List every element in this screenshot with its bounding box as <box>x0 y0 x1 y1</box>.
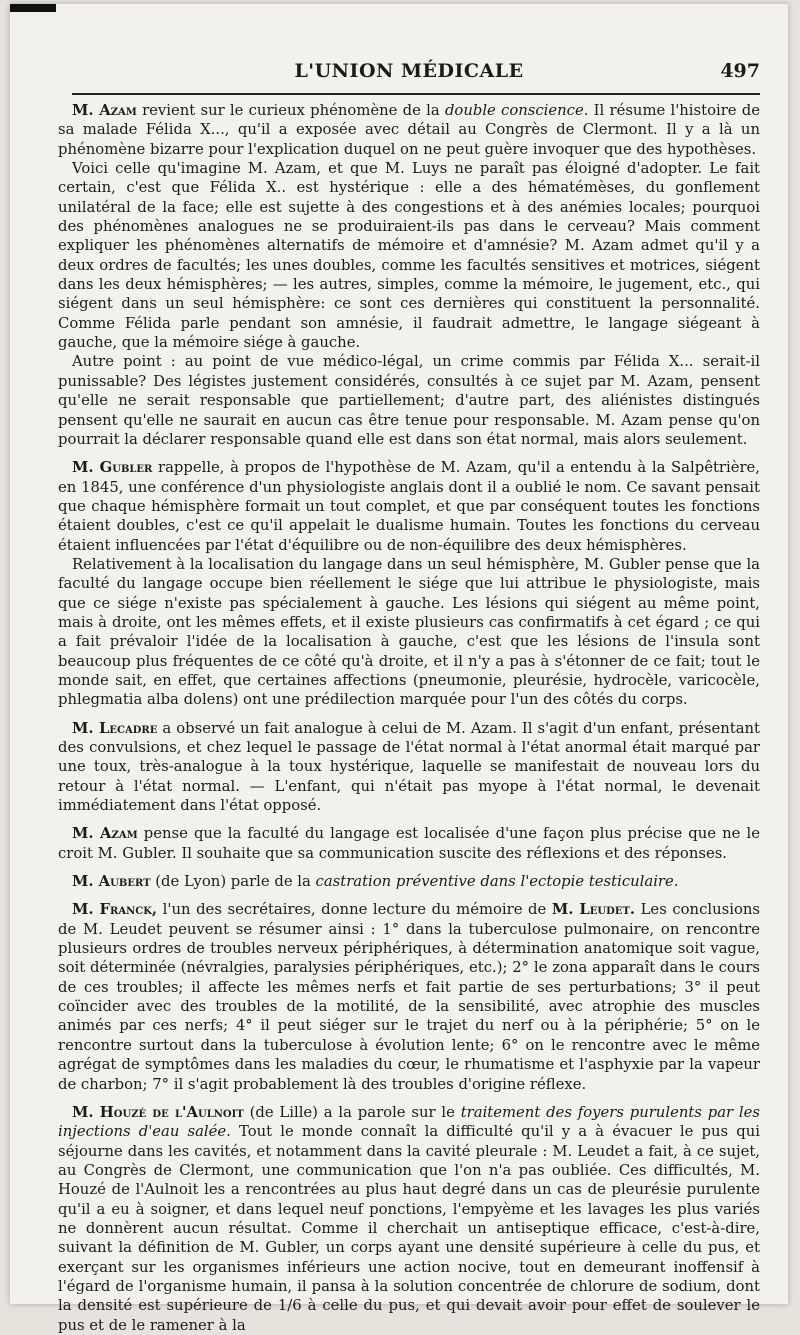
paragraph <box>58 719 760 816</box>
paragraph <box>58 352 760 449</box>
paragraph <box>58 872 760 891</box>
speaker-name: M. Leudet. <box>551 901 636 919</box>
paragraph <box>58 1103 760 1335</box>
emphasis-text: castration préventive dans l'ectopie testiculaire. <box>315 873 679 891</box>
paragraph-text: Autre point : au point de vue médico-légal, un crime commis par Félida X... serait-il punissable? Des légistes justement considérés, consultés à ce sujet par M. Azam, pensent qu'elle ne serait responsable que partiellement; d'autre part, des aliénistes distingués pensent qu'elle ne saurait en aucun cas être tenue pour responsable. M. Azam pense qu'on pourrait la déclarer responsable quand elle est dans son état normal, mais alors seulement. <box>58 353 760 448</box>
paragraph <box>58 159 760 352</box>
header-rule <box>72 93 760 95</box>
emphasis-text: traitement des foyers purulents par les injections d'eau salée. <box>58 1103 760 1141</box>
journal-title: L'UNION MÉDICALE <box>294 60 524 82</box>
paragraph-text: l'un des secrétaires, donne lecture du mémoire de <box>157 901 552 919</box>
speaker-name: M. Aubert <box>72 873 151 891</box>
paragraph-text: pense que la faculté du langage est localisée d'une façon plus précise que ne le croit M. Gubler. Il souhaite que sa communication suscite des réflexions et des réponses. <box>58 825 760 862</box>
page-header <box>58 60 760 94</box>
speaker-name: M. Franck, <box>72 901 158 919</box>
paragraph <box>58 555 760 710</box>
paragraph-text: Voici celle qu'imagine M. Azam, et que M. Luys ne paraît pas éloigné d'adopter. Le fait certain, c'est que Félida X.. est hystérique : elle a des hématémèses, du gonflement unilatéral de la face; elle est sujette à des congestions et à des anémies locales; pourquoi des phénomènes analogues ne se produiraient-ils pas dans le cerveau? Mais comment expliquer les phénomènes alternatifs de mémoire et d'amnésie? M. Azam admet qu'il y a deux ordres de facultés; les unes doubles, comme les facultés sensitives et motrices, siégent dans les deux hémisphères; — les autres, simples, comme la mémoire, le jugement, etc., qui siégent dans un seul hémisphère: ce sont ces dernières qui constituent la personnalité. Comme Félida parle pendant son amnésie, il faudrait admettre, le langage siégeant à gauche, que la mémoire siége à gauche. <box>58 160 760 352</box>
emphasis-text: double conscience. <box>444 102 589 119</box>
page-number: 497 <box>720 60 760 82</box>
article-body <box>58 101 761 1334</box>
speaker-name: M. Lecadre <box>72 719 158 737</box>
paragraph <box>58 900 760 1093</box>
speaker-name: M. Azam <box>72 102 137 119</box>
paragraph-text: Relativement à la localisation du langage dans un seul hémisphère, M. Gubler pense que la faculté du langage occupe bien réellement le siége que lui attribue le physiologiste, mais que ce siége n'existe pas spécialement à gauche. Les lésions qui siégent au même point, mais à droite, ont les mêmes effets, et il existe plusieurs cas confirmatifs à cet égard ; ce qui a fait prévaloir l'idée de la localisation à gauche, c'est que les lésions de l'insula sont beaucoup plus fréquentes de ce côté qu'à droite, et il n'y a pas à s'étonner de ce fait; tout le monde sait, en effet, que certaines affections (pneumonie, pleurésie, hydrocèle, varicocèle, phlegmatia alba dolens) ont une prédilection marquée pour l'un des côtés du corps. <box>58 555 760 709</box>
paragraph <box>58 458 760 555</box>
document-page <box>10 4 788 1334</box>
paragraph <box>58 101 760 159</box>
page-corner-mark <box>10 4 56 12</box>
paragraph-text: revient sur le curieux phénomène de la <box>136 102 445 119</box>
paragraph-text: Il résume l'histoire de sa malade Félida X..., qu'il a exposée avec détail au Congrès de Clermont. Il y a là un phénomène bizarre pour l'explication duquel on ne peut guère invoquer que des hypothèses. <box>58 102 761 158</box>
paragraph <box>58 824 760 863</box>
paragraph-text: (de Lille) a la parole sur le <box>243 1103 461 1121</box>
paragraph-text: (de Lyon) parle de la <box>150 873 316 891</box>
paragraph-text: Tout le monde connaît la difficulté qu'il y a à évacuer le pus qui séjourne dans les cavités, et notamment dans la cavité pleurale : M. Leudet a fait, à ce sujet, au Congrès de Clermont, une communication que l'on n'a pas oubliée. Ces difficultés, M. Houzé de l'Aulnoit les a rencontrées au plus haut degré dans un cas de pleurésie purulente qu'il a eu à soigner, et dans lequel neuf ponctions, l'empyème et les lavages les plus variés ne donnèrent aucun résultat. Comme il cherchait un antiseptique efficace, c'est-à-dire, suivant la définition de M. Gubler, un corps ayant une densité supérieure à celle du pus, et exerçant sur les organismes inférieurs une action nocive, tout en demeurant inoffensif à l'égard de l'organisme humain, il pansa à la solution concentrée de chlorure de sodium, dont la densité est supérieure de 1/6 à celle du pus, et qui devait avoir pour effet de soulever le pus et de le ramener à la <box>58 1123 760 1334</box>
paragraph-text: rappelle, à propos de l'hypothèse de M. Azam, qu'il a entendu à la Salpêtrière, en 1845, une conférence d'un physiologiste anglais dont il a oublié le nom. Ce savant pensait que chaque hémisphère formait un tout complet, et que par conséquent toutes les fonctions étaient doubles, c'est ce qu'il appelait le dualisme humain. Toutes les fonctions du cerveau étaient influencées par l'état d'équilibre ou de non-équilibre des deux hémisphères. <box>58 459 760 554</box>
paragraph-text: Les conclusions de M. Leudet peuvent se résumer ainsi : 1° dans la tuberculose pulmonaire, on rencontre plusieurs ordres de troubles nerveux périphériques, à détermination anatomique soit vague, soit déterminée (névralgies, paralysies périphériques, etc.); 2° le zona apparaît dans le cours de ces troubles; il affecte les mêmes nerfs et fait partie de ses perturbations; 3° il peut coïncider avec des troubles de la motilité, de la sensibilité, avec atrophie des muscles animés par ces nerfs; 4° il peut siéger sur le trajet du nerf ou à la périphérie; 5° on le rencontre surtout dans la tuberculose à évolution lente; 6° on le rencontre avec le même agrégat de symptômes dans les maladies du cœur, le rhumatisme et l'asphyxie par la vapeur de charbon; 7° il s'agit probablement là des troubles d'origine réflexe. <box>58 901 760 1093</box>
speaker-name: M. Gubler <box>72 459 153 477</box>
speaker-name: M. Houzé de l'Aulnoit <box>72 1103 244 1121</box>
paragraph-text: a observé un fait analogue à celui de M. Azam. Il s'agit d'un enfant, présentant des convulsions, et chez lequel le passage de l'état normal à l'état anormal était marqué par une toux, très-analogue à la toux hystérique, laquelle se manifestait de nouveau lors du retour à l'état normal. — L'enfant, qui n'était pas myope à l'état normal, le devenait immédiatement dans l'état opposé. <box>58 719 761 815</box>
speaker-name: M. Azam <box>72 825 138 843</box>
